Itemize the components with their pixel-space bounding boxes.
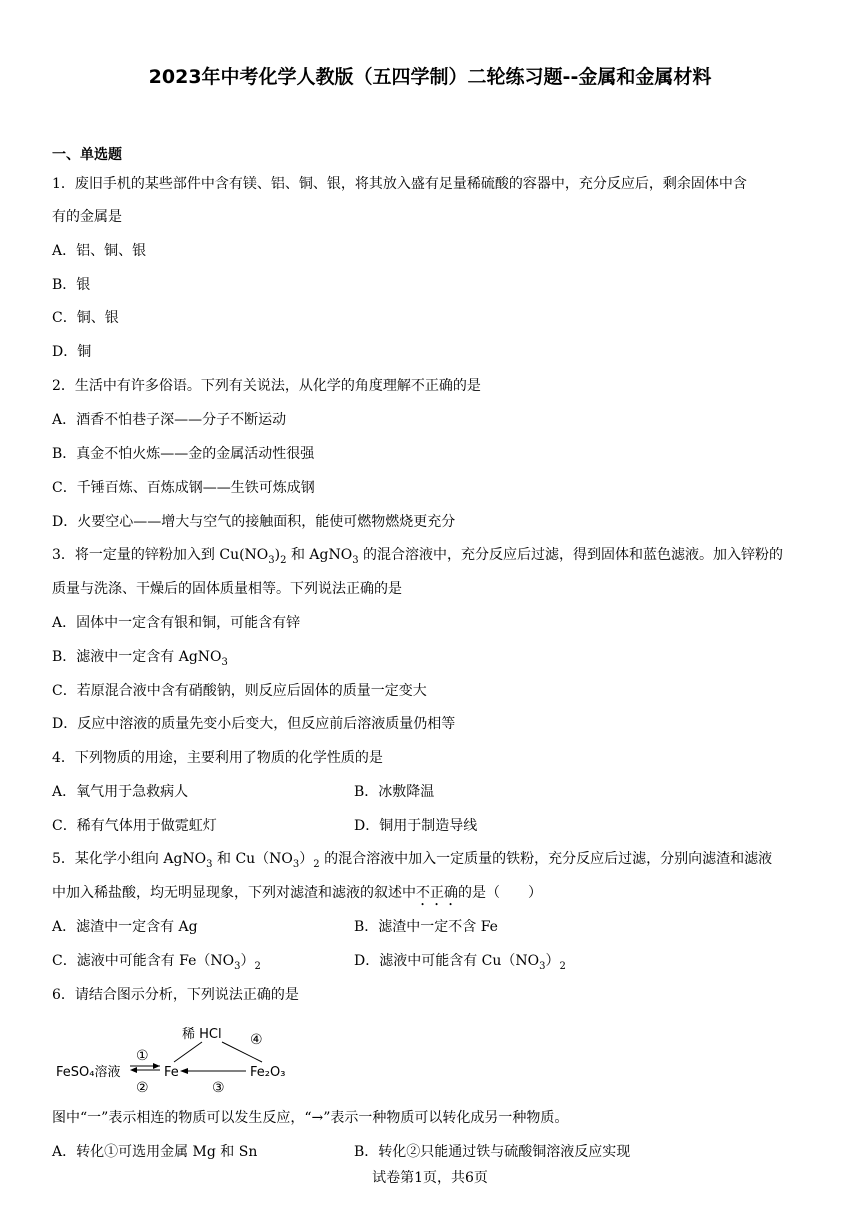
q5-option-d: D．滤液中可能含有 $Cu(NO_3)_2$	[354, 953, 566, 972]
q1-option-d: D．铜	[52, 344, 92, 360]
q1-option-a: A．铝、铜、银	[52, 243, 147, 259]
q4-option-c: C．稀有气体用于做霓虹灯	[52, 818, 217, 834]
reaction-diagram	[52, 1020, 312, 1100]
q4-option-b: B．冰敷降温	[354, 784, 435, 800]
q3-option-c: C．若原混合液中含有硝酸钠，则反应后固体的质量一定变大	[52, 683, 427, 699]
diagram-num-2: ②	[136, 1080, 149, 1096]
q2-option-c: C．千锤百炼、百炼成钢——生铁可炼成钢	[52, 480, 315, 496]
q4-stem: 4．下列物质的用途，主要利用了物质的化学性质的是	[52, 750, 383, 766]
q4-option-a: A．氧气用于急救病人	[52, 784, 189, 800]
q6-note: 图中“一”表示相连的物质可以发生反应，“→”表示一种物质可以转化成另一种物质。	[52, 1110, 569, 1126]
q1-option-c: C．铜、银	[52, 310, 119, 326]
diagram-label-hcl: 稀 HCl	[182, 1027, 222, 1042]
arrow-2-head	[130, 1067, 137, 1073]
q5-option-a: A．滤渣中一定含有 Ag	[52, 919, 198, 935]
q3-stem-line2: 质量与洗涤、干燥后的固体质量相等。下列说法正确的是	[52, 581, 402, 597]
q5-option-b: B．滤渣中一定不含 Fe	[354, 919, 498, 935]
q3-option-b: B．滤液中一定含有 AgNO$_3$	[52, 649, 228, 668]
diagram-num-3: ③	[212, 1080, 225, 1096]
arrow-1-head	[153, 1063, 160, 1069]
q2-option-b: B．真金不怕火炼——金的金属活动性很强	[52, 446, 315, 462]
q5-stem-line1: 5．某化学小组向 AgNO$_3$ 和 $Cu(NO_3)_2$ 的混合溶液中加入一定质量的铁粉，充分反应后过滤，分别向滤渣和滤液	[52, 851, 773, 870]
q6-option-a: A．转化①可选用金属 Mg 和 Sn	[52, 1144, 258, 1160]
q3-stem-line1: 3．将一定量的锌粉加入到 $Cu(NO_3)_2$ 和 AgNO$_3$ 的混合溶液中，充分反应后过滤，得到固体和蓝色滤液。加入锌粉的	[52, 547, 784, 566]
diagram-label-fe2o3: Fe₂O₃	[250, 1065, 286, 1080]
line-hcl-fe	[174, 1042, 202, 1062]
q2-option-a: A．酒香不怕巷子深——分子不断运动	[52, 412, 287, 428]
q2-option-d: D．火要空心——增大与空气的接触面积，能使可燃物燃烧更充分	[52, 514, 456, 530]
diagram-num-1: ①	[136, 1048, 149, 1064]
page-footer: 试卷第1页，共6页	[372, 1170, 488, 1186]
q5-option-c: C．滤液中可能含有 $Fe(NO_3)_2$	[52, 953, 261, 972]
diagram-label-feso4: FeSO₄溶液	[56, 1065, 121, 1080]
q5-stem-line2: 中加入稀盐酸，均无明显现象，下列对滤渣和滤液的叙述中不正确的是（ ）	[52, 885, 542, 901]
q2-stem: 2．生活中有许多俗语。下列有关说法，从化学的角度理解不正确的是	[52, 378, 481, 394]
diagram-num-4: ④	[250, 1032, 263, 1048]
page-title: 2023年中考化学人教版（五四学制）二轮练习题--金属和金属材料	[148, 66, 712, 88]
q1-option-b: B．银	[52, 277, 91, 293]
q4-option-d: D．铜用于制造导线	[354, 818, 478, 834]
q6-option-b: B．转化②只能通过铁与硫酸铜溶液反应实现	[354, 1144, 631, 1160]
q3-option-a: A．固体中一定含有银和铜，可能含有锌	[52, 615, 301, 631]
arrow-3-head	[180, 1068, 188, 1074]
diagram-label-fe: Fe	[164, 1065, 179, 1080]
q1-stem-line1: 1．废旧手机的某些部件中含有镁、铝、铜、银，将其放入盛有足量稀硫酸的容器中，充分反应后，剩余固体中含	[52, 176, 747, 192]
q6-stem: 6．请结合图示分析，下列说法正确的是	[52, 987, 299, 1003]
emphasis-not-correct: 不正确	[416, 885, 458, 901]
q3-option-d: D．反应中溶液的质量先变小后变大，但反应前后溶液质量仍相等	[52, 716, 456, 732]
section-heading: 一、单选题	[52, 147, 122, 163]
q1-stem-line2: 有的金属是	[52, 209, 122, 225]
